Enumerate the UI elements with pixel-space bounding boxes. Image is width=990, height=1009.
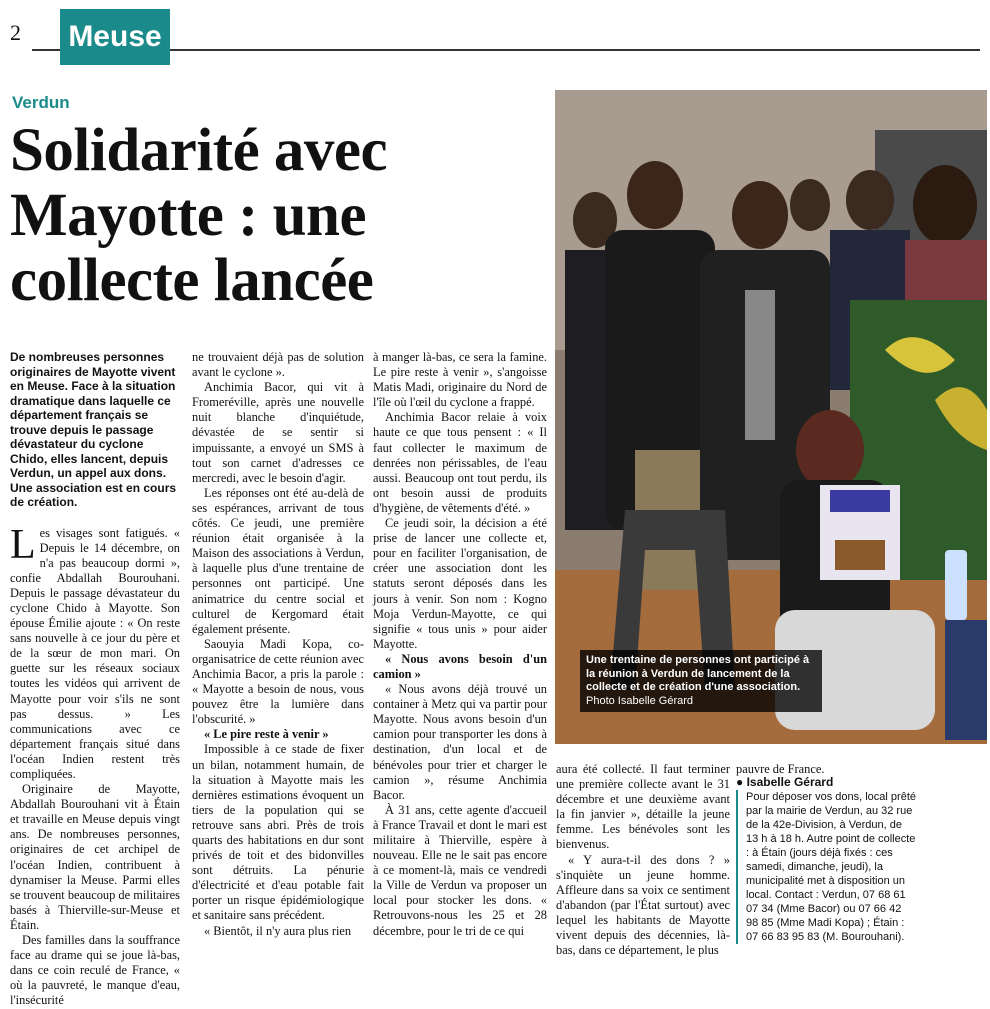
body-paragraph: « Nous avons déjà trouvé un container à Metz qui va partir pour Mayotte. Nous avons besoin d'un camion pour transporter les dons à destination, d'un local et de bénévoles pour trier et charger le camion », résume Anchimia Bacor. [373, 682, 547, 802]
article-photo [555, 90, 987, 744]
body-paragraph: Originaire de Mayotte, Abdallah Bourouhani vit à Étain et travaille en Meuse depuis vingt ans. De nombreuses personnes, originaires de cet archipel de l'océan Indien, contribuent à dynamiser la Meuse. Parmi elles se trouvent beaucoup de militaires basés à Thierville-sur-Meuse et Étain. [10, 782, 180, 932]
body-paragraph: Anchimia Bacor, qui vit à Fromeréville, après une nouvelle nuit blanche d'inquiétude, dévastée de se sentir si impuissante, a envoyé un SMS à tout son carnet d'adresses ce mercredi, avec le besoin d'agir. [192, 380, 364, 485]
body-paragraph: « Y aura-t-il des dons ? » s'inquiète un jeune homme. Affleure dans sa voix ce sentiment d'abandon (par l'État surtout) avec lequel les habitants de Mayotte vivent depuis des décennies, là-bas, dans ce département, le plus [556, 852, 730, 958]
author-name: Isabelle Gérard [746, 775, 834, 789]
header-rule [32, 49, 980, 51]
body-paragraph: à manger là-bas, ce sera la famine. Le pire reste à venir », s'angoisse Matis Madi, originaire du Nord de l'île où l'œil du cyclone a frappé. [373, 350, 547, 410]
page-number: 2 [10, 20, 21, 45]
body-paragraph: Les réponses ont été au-delà de ses espérances, arrivant de tous côtés. Ce jeudi, une première réunion était organisée à la Maison des associations à Verdun, à laquelle plus d'une trentaine de personnes ont participé. Une animatrice du centre social et culturel de Kergomard était également présente. [192, 485, 364, 636]
body-paragraph: Anchimia Bacor relaie à voix haute ce que tous pensent : « Il faut collecter le maximum de denrées non périssables, de l'eau aussi. Beaucoup ont tout perdu, ils ont besoin aussi de produits d'hygiène, de vêtements d'été. » [373, 410, 547, 515]
body-paragraph: Ce jeudi soir, la décision a été prise de lancer une collecte et, pour en faciliter l'organisation, de créer une association dont les statuts seront déposés dans les jours à venir. Son nom : Kogno Moja Verdun-Mayotte, ce qui signifie « tous unis » pour aider Mayotte. [373, 516, 547, 651]
section-tag: Meuse [60, 9, 170, 65]
column-3 [373, 350, 547, 939]
body-paragraph: Saouyia Madi Kopa, co-organisatrice de cette réunion avec Anchimia Bacor, a pris la parole : « Mayotte a besoin de nous, vous pouvez être la lumière dans l'obscurité. » [192, 636, 364, 727]
info-box: Pour déposer vos dons, local prêté par la mairie de Verdun, au 32 rue de la 42e-Division, à Verdun, de 13 h à 18 h. Autre point de collecte : à Étain (jours déjà fixés : ces samedi, dimanche, jeudi), la municipalité met à disposition un local. Contact : Verdun, 07 68 61 07 34 (Mme Bacor) ou 07 66 42 98 85 (Mme Madi Kopa) ; Étain : 07 66 83 95 83 (M. Bourouhani). [736, 790, 916, 944]
intertitle: « Nous avons besoin d'un camion » [373, 651, 547, 681]
photo-illustration [555, 90, 987, 744]
column-4 [556, 762, 730, 958]
headline: Solidarité avec Mayotte : une collecte lancée [10, 117, 388, 314]
body-paragraph: Impossible à ce stade de fixer un bilan, notamment humain, de la situation à Mayotte mais les dernières estimations évoquent un tiers de la population qui se retrouve sans abri. Près de trois quarts des habitations en dur sont privés de toit et des bidonvilles sont détruits. La pénurie d'électricité et d'eau potable fait porter un risque épidémiologique et sanitaire sans précédent. [192, 742, 364, 923]
column-2 [192, 350, 364, 939]
body-paragraph: ne trouvaient déjà pas de solution avant le cyclone ». [192, 350, 364, 380]
dropcap: L [10, 521, 36, 568]
body-paragraph: À 31 ans, cette agente d'accueil à France Travail et dont le mari est militaire à Thierville, espère à nouveau. Elle ne le sait pas encore à ce moment-là, mais ce vendredi la Ville de Verdun va proposer un local pour stocker les dons. « Retrouvons-nous les 25 et 28 décembre, pour le tri de ce qui [373, 802, 547, 938]
kicker: Verdun [12, 93, 70, 112]
body-paragraph: « Bientôt, il n'y aura plus rien [204, 923, 352, 938]
caption-text: Une trentaine de personnes ont participé à la réunion à Verdun de lancement de la collecte et de création d'une association. [586, 654, 810, 693]
body-paragraph: Des familles dans la souffrance face au drame qui se joue là-bas, dans ce coin reculé de France, « où la pauvreté, le manque d'eau, l'insécurité [10, 933, 180, 1008]
body-paragraph: aura été collecté. Il faut terminer une première collecte avant le 31 décembre et une deuxième avant la fin janvier », détaille la jeune femme. Les bénévoles sont les bienvenus. [556, 762, 730, 852]
intertitle: « Le pire reste à venir » [204, 727, 329, 742]
column-1 [10, 350, 180, 1009]
body-paragraph: es visages sont fatigués. « Depuis le 14 décembre, on n'a pas beaucoup dormi », confie Abdallah Bourouhani. Depuis le passage dévastateur du cyclone Chido à Mayotte. Son épouse Émilie ajoute : « On reste sans nouvelle à ce jour du père et de la sœur de mon mari. On guette sur les réseaux sociaux toutes les vidéos qui arrivent de Mayotte pour voir s'ils ne sont pas dessus. » Les communications avec ce département français situé dans l'océan Indien restent très compliquées. [10, 525, 180, 781]
photo-caption [580, 650, 822, 712]
byline: ● Isabelle Gérard [736, 775, 834, 789]
caption-credit: Photo Isabelle Gérard [586, 694, 694, 707]
continuation-text: pauvre de France. [736, 762, 825, 776]
lead-paragraph: De nombreuses personnes originaires de Mayotte vivent en Meuse. Face à la situation dramatique dans laquelle ce département français se trouve depuis le passage dévastateur du cyclone Chido, elles lancent, depuis Verdun, un appel aux dons. Une association est en cours de création. [10, 350, 177, 509]
